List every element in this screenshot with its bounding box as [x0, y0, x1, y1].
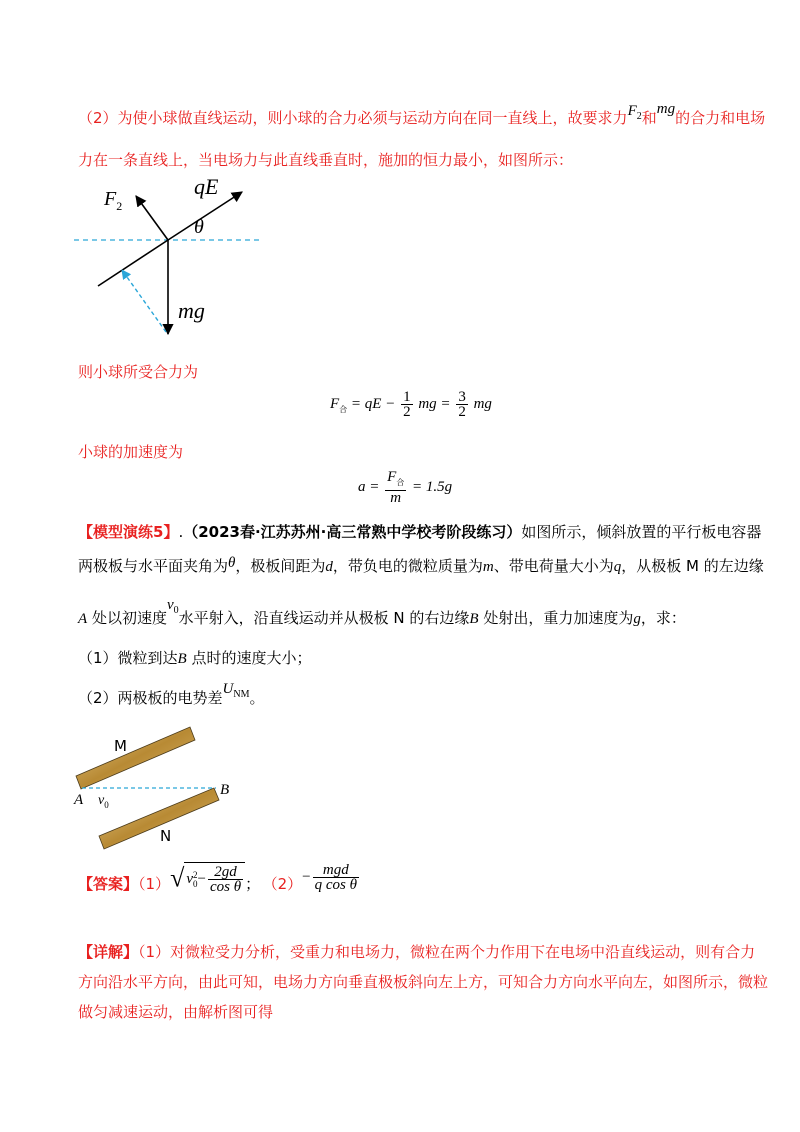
resultant-equation: $F_合$ = qE − $\frac{1}{2}$ mg = $\frac{3}{2}$ mg	[330, 389, 492, 420]
f2-arrow	[136, 196, 168, 240]
fig2-label-m: M	[114, 737, 127, 755]
fig2-label-v0: $v_0$	[98, 793, 109, 810]
question-2: （2）两极板的电势差$U_{NM}$。	[78, 681, 265, 707]
section2-line1: （2）为使小球做直线运动，则小球的合力必须与运动方向在同一直线上，故要求力$F_2$和mg的合力和电场	[78, 101, 766, 127]
fig1-label-theta: θ	[194, 216, 204, 238]
blue-dashed-arrow	[122, 270, 166, 332]
detail-line1: 【详解】（1）对微粒受力分析，受重力和电场力，微粒在两个力作用下在电场中沿直线运动，则有合力	[78, 943, 756, 961]
fig2-label-a: A	[74, 792, 84, 808]
answer-sqrt: √ v 2 0 − $\frac{2gd}{\text{cos θ}}$	[170, 862, 245, 895]
problem-line2: 两极板与水平面夹角为θ，极板间距为d，带负电的微粒质量为m、带电荷量大小为q，从极板 M 的左边缘	[78, 555, 764, 575]
force-diagram	[70, 172, 270, 342]
fig1-label-mg: mg	[178, 298, 205, 323]
mg-symbol: mg	[656, 101, 676, 117]
plate-m	[76, 727, 195, 789]
fig2-label-n: N	[160, 827, 172, 845]
answer-line: 【答案】（1）√ v 2 0 − $\frac{2gd}{\text{cos θ}}$ ； （2）− $\frac{\text{mgd}}{\text{q cos θ}}$	[78, 861, 358, 896]
resultant-intro: 则小球所受合力为	[78, 363, 199, 381]
detail-line2: 方向沿水平方向，由此可知，电场力方向垂直极板斜向左上方，可知合力方向水平向左，如图所示，微粒	[78, 973, 769, 991]
fig1-label-qe: qE	[194, 174, 219, 199]
problem-line1: 【模型演练5】.（2023春·江苏苏州·高三常熟中学校考阶段练习）如图所示，倾斜放置的平行板电容器	[78, 523, 762, 541]
fig2-label-b: B	[220, 782, 230, 798]
detail-line3: 做匀减速运动，由解析图可得	[78, 1003, 274, 1021]
acceleration-equation: a = $\frac{F_合}{m}$ = 1.5g	[358, 469, 453, 506]
plate-n	[99, 788, 219, 849]
section2-line2: 力在一条直线上，当电场力与此直线垂直时，施加的恒力最小，如图所示：	[78, 151, 574, 169]
trajectory-line	[98, 240, 168, 286]
problem-line3: A 处以初速度$v_0$水平射入，沿直线运动并从极板 N 的右边缘B 处射出，重力加速度为g，求：	[78, 597, 686, 627]
f2-symbol: $F_2$	[627, 103, 642, 122]
fig1-label-f2: $F_2$	[104, 188, 123, 213]
capacitor-diagram	[66, 724, 236, 854]
question-1: （1）微粒到达B 点时的速度大小；	[78, 649, 312, 667]
acceleration-intro: 小球的加速度为	[78, 443, 184, 461]
